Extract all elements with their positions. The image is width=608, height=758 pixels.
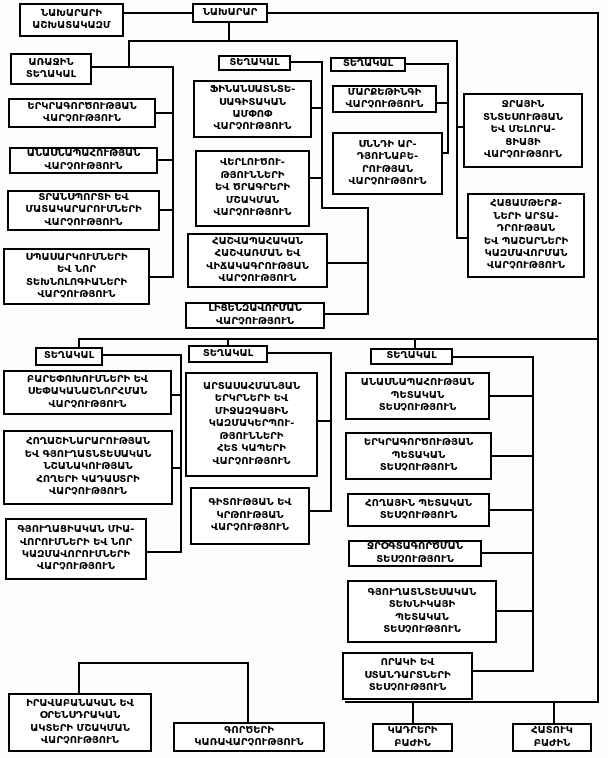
connector-line bbox=[453, 356, 532, 358]
connector-line bbox=[78, 662, 80, 693]
connector-line bbox=[268, 12, 599, 14]
org-box-barep: ԲԱՐԵՓՈԽՈՒՄՆԵՐԻ ԵՎ ՍԵՓԱԿԱՆԱՇՆՈՐՀՄԱՆ ՎԱՐՉՈՒԹՅՈՒՆ bbox=[3, 370, 172, 415]
connector-line bbox=[172, 394, 180, 396]
org-box-erkr: ԵՐԿՐԱԳՈՐԾՈՒԹՅԱՆ ՎԱՐՉՈՒԹՅՈՒՆ bbox=[8, 98, 156, 128]
connector-line bbox=[247, 662, 249, 722]
connector-line bbox=[78, 662, 249, 664]
org-box-jrogt: ՋՐՕԳՏԱԳՈՐԾՄԱՆ ՏԵՍՉՈՒԹՅՈՒՆ bbox=[348, 540, 482, 567]
org-box-hashv: ՀԱՇՎԱՊԱՀԱԿԱՆ ՀԱՇՎԱՌՄԱՆ ԵՎ ՎԻՃԱԿԱԳՐՈՒԹՅԱՆ ՎԱՐՉՈՒԹՅՈՒՆ bbox=[187, 233, 328, 288]
org-box-first_deputy: ԱՌԱՋԻՆ ՏԵՂԱԿԱԼ bbox=[10, 53, 92, 85]
org-box-verl: ՎԵՐԼՈՒԾՈՒ- ԹՅՈՒՆՆԵՐԻ ԵՎ ԾՐԱԳՐԵՐԻ ՄՇԱԿՄԱՆ ՎԱՐՉՈՒԹՅՈՒՆ bbox=[195, 150, 310, 227]
org-box-erkr_t: ԵՐԿՐԱԳՈՐԾՈՒԹՅԱՆ ՊԵՏԱԿԱՆ ՏԵՍՉՈՒԹՅՈՒՆ bbox=[345, 432, 492, 480]
org-box-fin: ՖԻՆԱՆՍԱՏՆՏԵ- ՍԱԳԻՏԱԿԱՆ ԱՄՓՈՓ ՎԱՐՉՈՒԹՅՈՒՆ bbox=[193, 80, 312, 138]
connector-line bbox=[330, 352, 332, 512]
connector-line bbox=[124, 12, 192, 14]
connector-line bbox=[150, 276, 172, 278]
connector-line bbox=[160, 209, 172, 211]
connector-line bbox=[367, 207, 369, 315]
org-box-gorc: ԳՈՐԾԵՐԻ ԿԱՌԱՎԱՐՉՈՒԹՅՈՒՆ bbox=[173, 722, 325, 752]
connector-line bbox=[456, 40, 458, 239]
org-box-kadr: ԿԱԴՐԵՐԻ ԲԱԺԻՆ bbox=[372, 723, 453, 752]
connector-line bbox=[312, 107, 323, 109]
org-box-minister: ՆԱԽԱՐԱՐ bbox=[192, 3, 268, 23]
connector-line bbox=[473, 670, 532, 672]
connector-line bbox=[345, 701, 599, 703]
connector-line bbox=[437, 102, 447, 104]
connector-line bbox=[447, 63, 449, 154]
connector-line bbox=[78, 338, 599, 340]
connector-line bbox=[412, 701, 414, 723]
org-box-hacamt: ՀԱՑԱՄԹԵՐՔ- ՆԵՐԻ ԱՐՏԱ- ԴՐՈՒԹՅԱՆ ԵՎ ՊԱՇԱՐՆԵՐԻ ԿԱԶՄԱՎՈՐՄԱՆ ՎԱՐՉՈՒԹՅՈՒՆ bbox=[467, 193, 585, 278]
connector-line bbox=[321, 207, 369, 209]
org-box-irav: ԻՐԱՎԱԲԱՆԱԿԱՆ ԵՎ ՕՐԵՆՍԴՐԱԿԱՆ ԱԿՏԵՐԻ ՄՇԱԿՄԱՆ ՎԱՐՉՈՒԹՅՈՒՆ bbox=[8, 693, 152, 752]
org-box-anasn_t: ԱՆԱՍՆԱՊԱՀՈՒԹՅԱՆ ՊԵՏԱԿԱՆ ՏԵՍՉՈՒԹՅՈՒՆ bbox=[345, 372, 490, 420]
org-box-transp: ՏՐԱՆՍՊՈՐՏԻ ԵՎ ՄԱՏԱԿԱՐԱՐՈՒՄՆԵՐԻ ՎԱՐՉՈՒԹՅՈՒՆ bbox=[7, 190, 160, 231]
org-box-hogh: ՀՈՂԱՇԻՆԱՐԱՐՈՒԹՅԱՆ ԵՎ ԳՅՈՒՂԱՏՆՏԵՍԱԿԱՆ ՆՇԱՆԱԿՈՒԹՅԱՆ ՀՈՂԵՐԻ ԿԱԴԱՍՏՐԻ ՎԱՐՉՈՒԹՅՈՒՆ bbox=[3, 430, 173, 505]
connector-line bbox=[92, 66, 174, 68]
connector-line bbox=[490, 395, 532, 397]
connector-line bbox=[228, 23, 230, 40]
org-box-jrayin: ՋՐԱՅԻՆ ՏՆՏԵՍՈՒԹՅԱՆ ԵՎ ՄԵԼՈՐԱ- ՑԻԱՅԻ ՎԱՐՉՈՒԹՅՈՒՆ bbox=[463, 93, 583, 168]
org-box-anasn: ԱՆԱՍՆԱՊԱՀՈՒԹՅԱՆ ՎԱՐՉՈՒԹՅՈՒՆ bbox=[9, 147, 158, 174]
connector-line bbox=[492, 455, 532, 457]
connector-line bbox=[268, 352, 330, 354]
org-box-gitut: ԳԻՏՈՒԹՅԱՆ ԵՎ ԿՐԹՈՒԹՅԱՆ ՎԱՐՉՈՒԹՅՈՒՆ bbox=[190, 487, 310, 545]
connector-line bbox=[173, 467, 180, 469]
connector-line bbox=[310, 510, 330, 512]
connector-line bbox=[482, 552, 532, 554]
connector-line bbox=[128, 40, 458, 42]
org-box-dep_l2: ՏԵՂԱԿԱԼ bbox=[188, 345, 268, 363]
org-box-voraki: ՈՐԱԿԻ ԵՎ ՍՏԱՆԴԱՐՏՆԵՐԻ ՏԵՍՉՈՒԹՅՈՒՆ bbox=[342, 652, 473, 700]
org-box-artas: ԱՐՏԱՍԱՀՄԱՆՅԱՆ ԵՐԿՐՆԵՐԻ ԵՎ ՄԻՋԱԶԳԱՅԻՆ ԿԱԶՄԱԿԵՐՊՈՒ- ԹՅՈՒՆՆԵՐԻ ՀԵՏ ԿԱՊԵՐԻ ՎԱՐՉՈՒԹՅՈՒՆ bbox=[185, 372, 318, 477]
org-box-market: ՄԱՐՔԵԹԻՆԳԻ ՎԱՐՉՈՒԹՅՈՒՆ bbox=[332, 85, 437, 113]
connector-line bbox=[291, 61, 323, 63]
org-box-staff: ՆԱԽԱՐԱՐԻ ԱՇԽԱՏԱԿԱԶՄ bbox=[19, 3, 124, 37]
org-box-gyughat_t: ԳՅՈՒՂԱՏՆՏԵՍԱԿԱՆ ՏԵԽՆԻԿԱՅԻ ՊԵՏԱԿԱՆ ՏԵՍՉՈՒԹՅՈՒՆ bbox=[347, 580, 497, 643]
org-box-dep_m1: ՏԵՂԱԿԱԼ bbox=[218, 55, 291, 71]
connector-line bbox=[310, 177, 323, 179]
org-box-gyughac: ԳՅՈՒՂԱՑԻԱԿԱՆ ՄԻԱ- ՎՈՐՈՒՄՆԵՐԻ ԵՎ ՆՈՐ ԿԱԶՄԱՎՈՐՈՒՄՆԵՐԻ ՎԱՐՉՈՒԹՅՈՒՆ bbox=[5, 518, 147, 580]
connector-line bbox=[321, 61, 323, 209]
connector-line bbox=[325, 313, 367, 315]
org-box-hatuk: ՀԱՏՈՒԿ ԲԱԺԻՆ bbox=[512, 723, 592, 752]
org-box-snndi: ՍՆՆԴԻ ԱՐ- ԴՅՈՒՆԱԲԵ- ՐՈՒԹՅԱՆ ՎԱՐՉՈՒԹՅՈՒՆ bbox=[332, 132, 443, 195]
org-box-dep_l1: ՏԵՂԱԿԱԼ bbox=[35, 347, 103, 366]
connector-line bbox=[406, 63, 447, 65]
org-box-dep_l3: ՏԵՂԱԿԱԼ bbox=[370, 348, 453, 365]
connector-line bbox=[128, 40, 130, 67]
connector-line bbox=[597, 12, 599, 703]
connector-line bbox=[147, 551, 180, 553]
org-box-hogh_t: ՀՈՂԱՅԻՆ ՊԵՏԱԿԱՆ ՏԵՍՉՈՒԹՅՈՒՆ bbox=[347, 493, 490, 527]
org-box-licenz: ԼԻՑԵՆԶԱՎՈՐՄԱՆ ՎԱՐՉՈՒԹՅՈՒՆ bbox=[185, 302, 325, 329]
connector-line bbox=[532, 356, 534, 672]
connector-line bbox=[172, 66, 174, 278]
connector-line bbox=[103, 354, 180, 356]
connector-line bbox=[490, 509, 532, 511]
connector-line bbox=[497, 610, 532, 612]
connector-line bbox=[318, 420, 330, 422]
connector-line bbox=[414, 338, 416, 348]
connector-line bbox=[553, 701, 555, 723]
connector-line bbox=[158, 159, 172, 161]
connector-line bbox=[180, 354, 182, 553]
connector-line bbox=[328, 262, 367, 264]
connector-line bbox=[156, 112, 172, 114]
org-box-dep_m2: ՏԵՂԱԿԱԼ bbox=[330, 57, 406, 72]
org-box-spas: ՍՊԱՍԱՐԿՈՒՄՆԵՐԻ ԵՎ ՆՈՐ ՏԵԽՆՈԼՈԳԻԱՆԵՐԻ ՎԱՐՉՈՒԹՅՈՒՆ bbox=[3, 248, 150, 305]
